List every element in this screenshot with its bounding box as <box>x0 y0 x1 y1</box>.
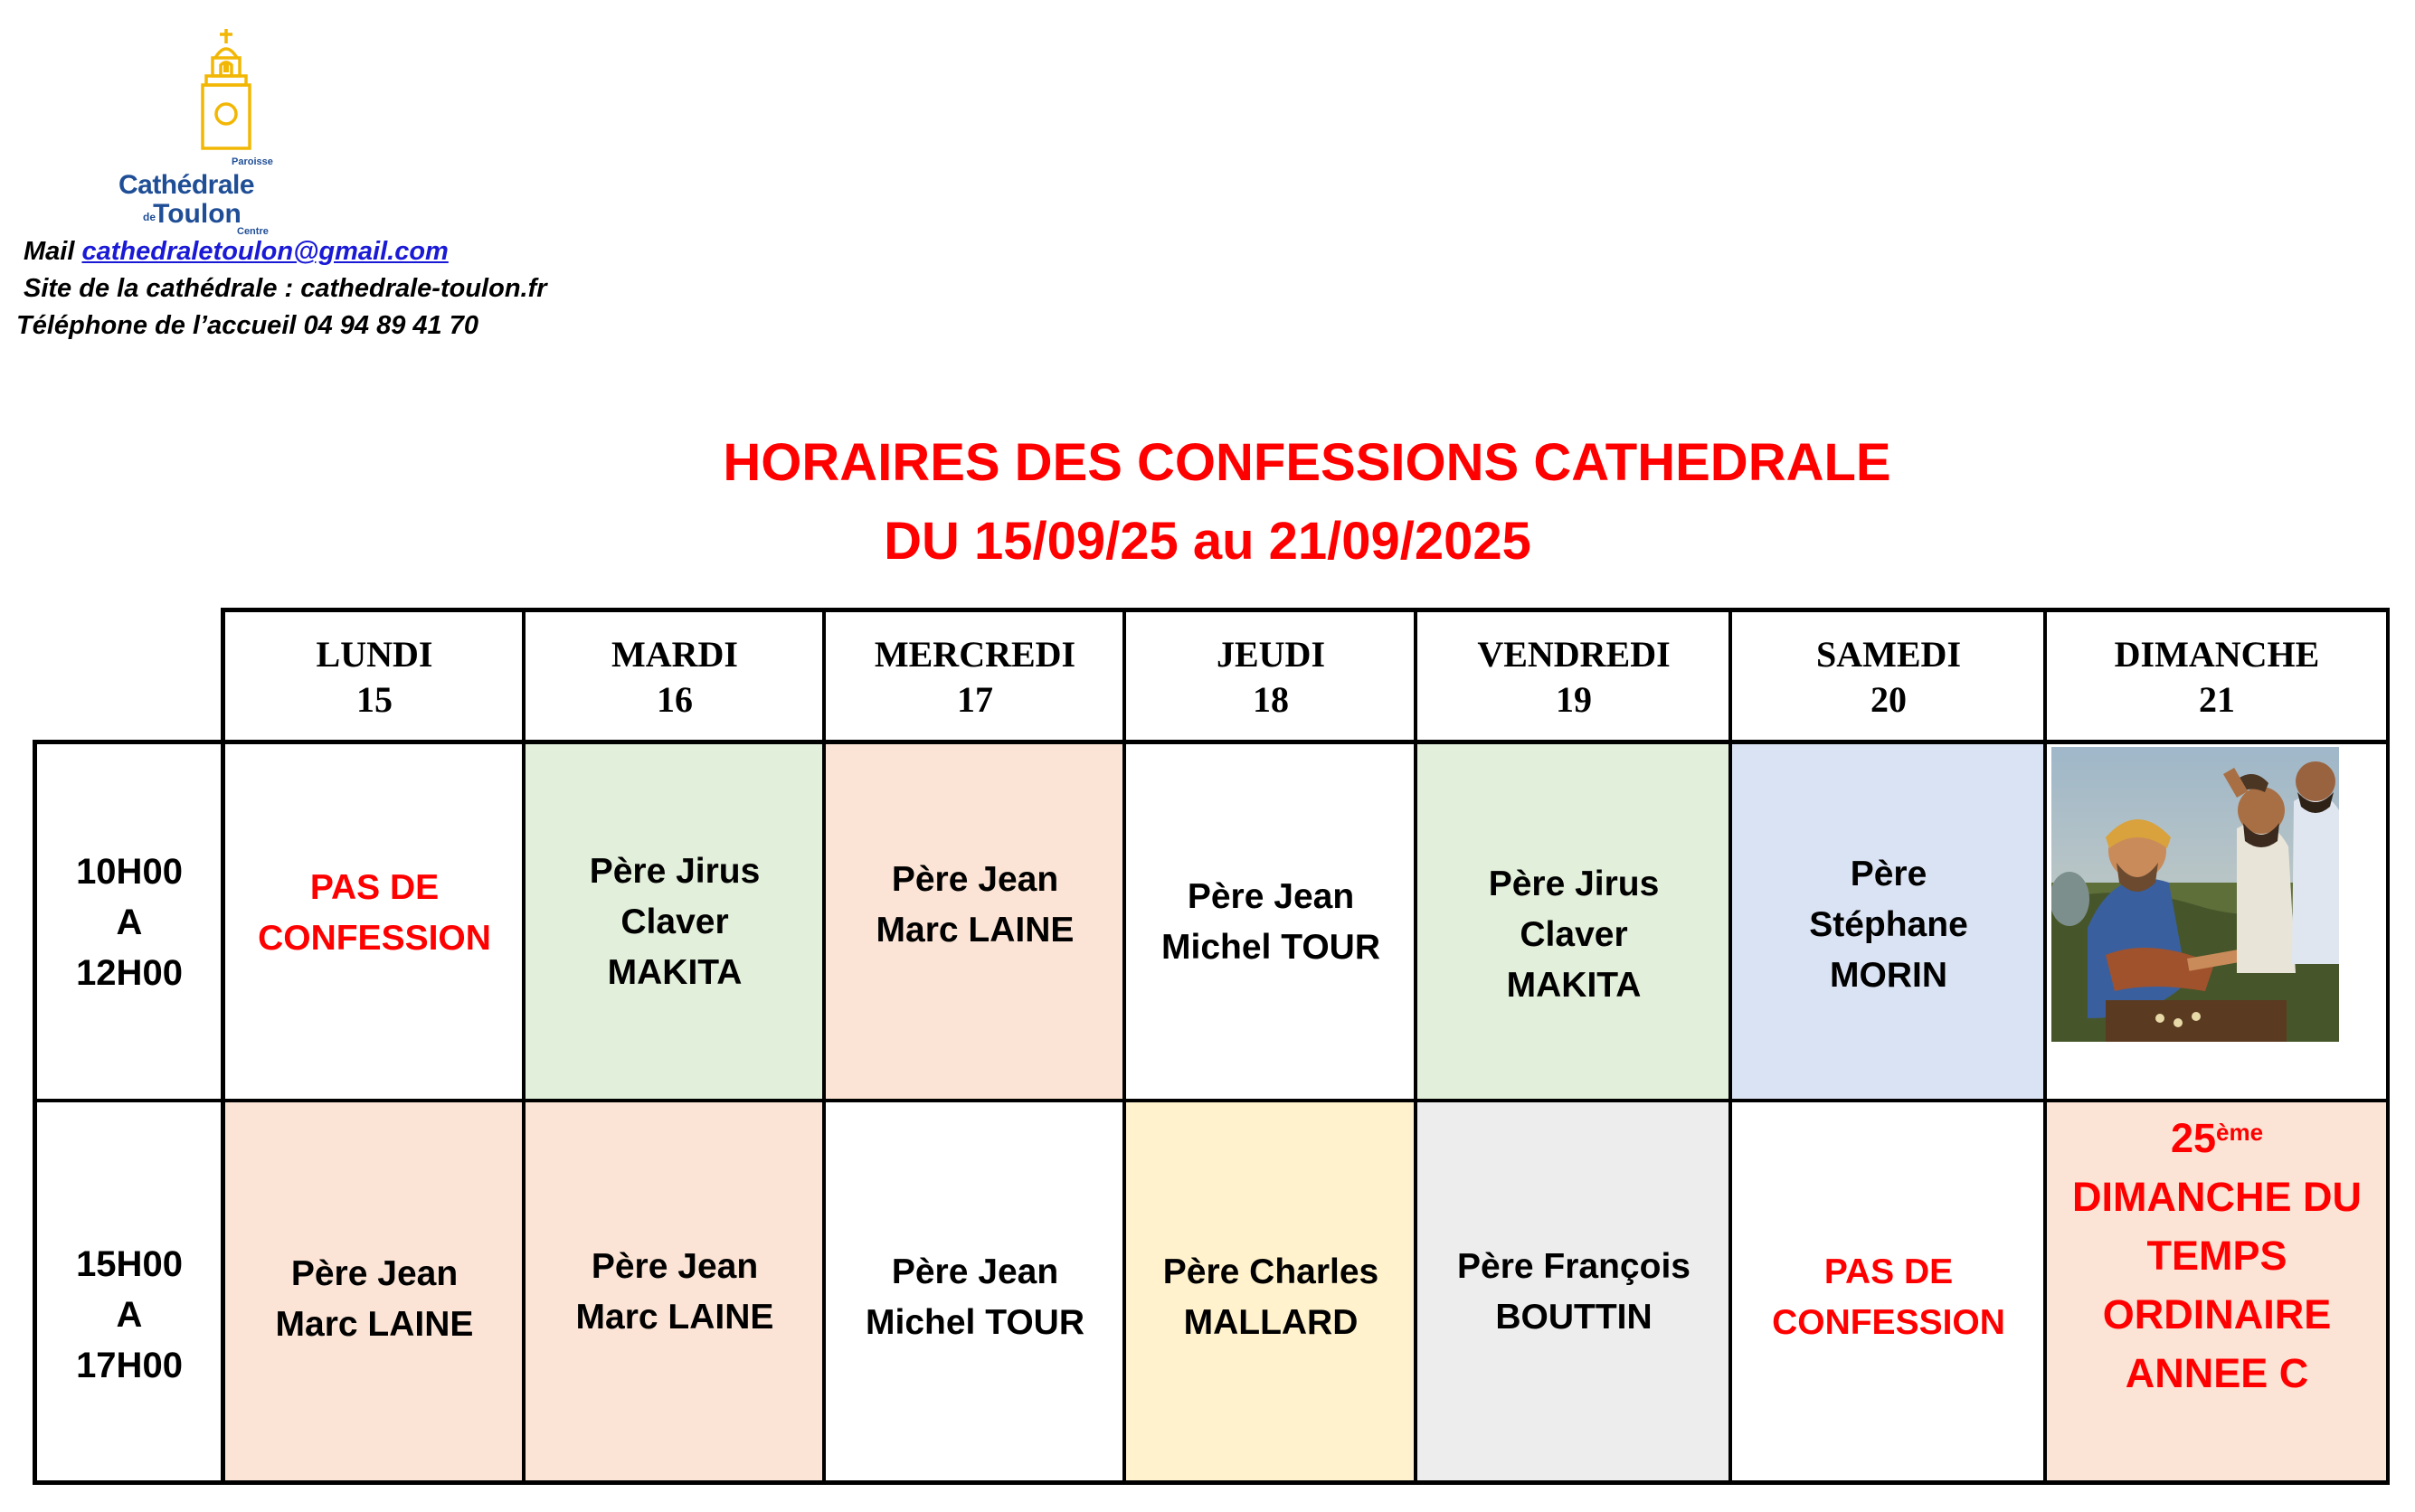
afternoon-monday <box>224 1101 525 1483</box>
cell-line: Père Jean <box>591 1247 759 1286</box>
cell-line: MORIN <box>1830 956 1947 995</box>
afternoon-tuesday <box>525 1101 825 1483</box>
biblical-scene-illustration <box>2051 747 2339 1042</box>
morning-thursday <box>1125 743 1416 1101</box>
mail-link[interactable]: cathedraletoulon@gmail.com <box>81 237 449 266</box>
time-sep: A <box>116 902 143 942</box>
cell-line: Michel TOUR <box>1161 928 1380 967</box>
logo-line-toulon: Toulon <box>153 199 242 229</box>
afternoon-wednesday <box>825 1101 1125 1483</box>
header-thursday <box>1125 611 1416 743</box>
cell-line: Marc LAINE <box>876 911 1075 950</box>
grid-line-v0 <box>33 740 37 1485</box>
grid-line-v2 <box>522 608 526 1485</box>
day-number: 21 <box>2199 679 2235 720</box>
cell-line: Père Jirus <box>589 852 761 891</box>
cell-line: Père Jean <box>891 860 1059 899</box>
contact-phone: Téléphone de l’accueil 04 94 89 41 70 <box>16 311 478 340</box>
day-name: MERCREDI <box>874 634 1076 675</box>
grid-line-header <box>33 740 2390 744</box>
morning-wednesday <box>825 743 1125 1101</box>
header-wednesday <box>825 611 1125 743</box>
cell-line: Michel TOUR <box>866 1303 1084 1342</box>
day-number: 17 <box>957 679 993 720</box>
day-name: SAMEDI <box>1815 634 1962 675</box>
cell-line: Père Charles <box>1162 1252 1379 1291</box>
day-number: 15 <box>356 679 393 720</box>
time-afternoon <box>34 1101 224 1483</box>
day-name: VENDREDI <box>1477 634 1671 675</box>
sunday-ordinal <box>2171 1109 2263 1167</box>
day-number: 20 <box>1870 679 1907 720</box>
mail-label: Mail <box>24 237 75 266</box>
morning-monday <box>224 743 525 1101</box>
afternoon-thursday <box>1125 1101 1416 1483</box>
header-sunday <box>2046 611 2388 743</box>
grid-line-top <box>221 608 2390 612</box>
cell-line: MAKITA <box>607 953 743 992</box>
grid-line-bottom <box>33 1480 2390 1485</box>
page-subtitle: DU 15/09/25 au 21/09/2025 <box>884 512 1531 571</box>
cell-line: CONFESSION <box>1772 1303 2005 1342</box>
grid-line-v8 <box>2386 608 2390 1485</box>
grid-line-mid <box>33 1099 2390 1102</box>
contact-site: Site de la cathédrale : cathedrale-toulon.fr <box>24 274 547 303</box>
grid-line-v1 <box>221 608 225 1485</box>
header-saturday <box>1731 611 2046 743</box>
day-number: 16 <box>657 679 693 720</box>
cell-line: PAS DE <box>309 868 440 907</box>
sunday-line: ANNEE C <box>2125 1350 2309 1396</box>
logo-line-cathedrale: Cathédrale <box>118 170 255 200</box>
afternoon-friday <box>1416 1101 1731 1483</box>
cell-line: PAS DE <box>1823 1252 1954 1291</box>
sunday-line: TEMPS <box>2146 1233 2287 1279</box>
morning-saturday <box>1731 743 2046 1101</box>
cell-line: MALLARD <box>1183 1303 1359 1342</box>
cell-line: Marc LAINE <box>575 1298 774 1337</box>
day-name: JEUDI <box>1216 634 1326 675</box>
cell-line: CONFESSION <box>258 919 491 958</box>
grid-line-v7 <box>2043 608 2047 1485</box>
cell-line: Père Jirus <box>1488 865 1660 903</box>
cell-line: BOUTTIN <box>1495 1298 1653 1337</box>
header-tuesday <box>525 611 825 743</box>
sunday-line: DIMANCHE DU <box>2072 1174 2362 1220</box>
cell-line: MAKITA <box>1506 966 1642 1005</box>
day-name: MARDI <box>611 634 738 675</box>
afternoon-saturday <box>1731 1101 2046 1483</box>
cell-line: Père Jean <box>290 1254 459 1293</box>
cell-line: Père François <box>1457 1247 1690 1286</box>
header-friday <box>1416 611 1731 743</box>
sunday-line: ORDINAIRE <box>2102 1291 2332 1337</box>
day-name: DIMANCHE <box>2114 634 2320 675</box>
grid-line-v4 <box>1122 608 1126 1485</box>
logo-small-top: Paroisse <box>232 156 273 167</box>
sunday-suffix: ème <box>2216 1119 2264 1146</box>
time-sep: A <box>116 1295 143 1335</box>
cell-line: Père <box>1850 855 1927 893</box>
cell-line: Marc LAINE <box>275 1305 474 1344</box>
day-number: 19 <box>1556 679 1592 720</box>
cell-line: Claver <box>1520 915 1628 954</box>
header-monday <box>224 611 525 743</box>
cell-line: Père Jean <box>891 1252 1059 1291</box>
morning-friday <box>1416 743 1731 1101</box>
page-title: HORAIRES DES CONFESSIONS CATHEDRALE <box>723 433 1891 492</box>
illustration-image <box>2051 747 2339 1042</box>
afternoon-sunday <box>2046 1101 2388 1483</box>
time-start: 10H00 <box>76 852 183 892</box>
logo-small-bottom: Centre <box>237 226 269 237</box>
cell-line: Père Jean <box>1187 877 1355 916</box>
morning-tuesday <box>525 743 825 1101</box>
grid-line-v6 <box>1728 608 1732 1485</box>
sunday-number: 25 <box>2170 1115 2216 1161</box>
day-name: LUNDI <box>316 634 433 675</box>
time-start: 15H00 <box>76 1244 183 1284</box>
time-end: 12H00 <box>76 953 183 993</box>
time-end: 17H00 <box>76 1346 183 1385</box>
cell-line: Stéphane <box>1809 905 1968 944</box>
time-morning <box>34 743 224 1101</box>
cell-line: Claver <box>620 902 729 941</box>
grid-line-v3 <box>822 608 826 1485</box>
logo-de: de <box>143 211 156 223</box>
day-number: 18 <box>1253 679 1289 720</box>
grid-line-v5 <box>1414 608 1417 1485</box>
